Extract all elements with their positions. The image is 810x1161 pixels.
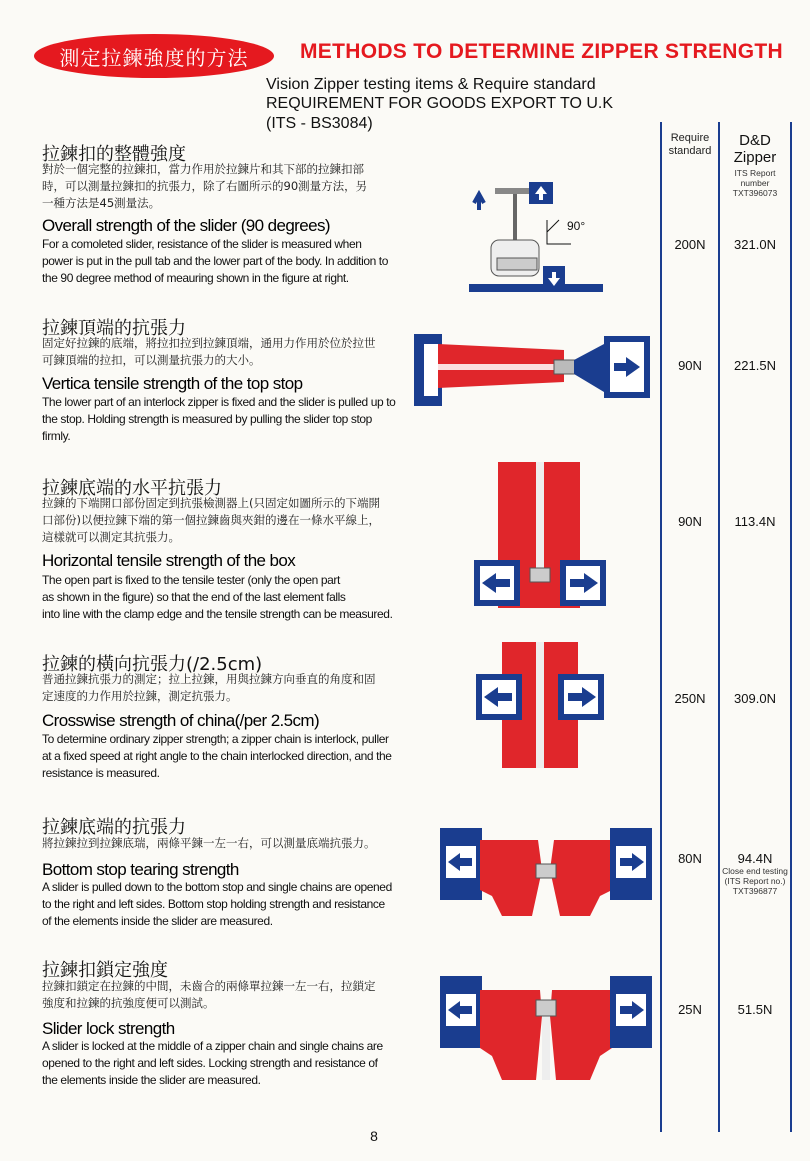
require-value: 250N	[674, 691, 706, 706]
section-en-text: A slider is pulled down to the bottom stop and single chains are opened to the right and left sides. Bottom stop holding strength and resistance of the elements inside the slider are measured.	[42, 880, 392, 928]
page-title: METHODS TO DETERMINE ZIPPER STRENGTH	[300, 40, 783, 63]
require-value: 200N	[674, 237, 706, 252]
table-border-middle	[718, 122, 720, 1132]
table-border-right	[790, 122, 792, 1132]
section-badge: 測定拉鍊強度的方法	[34, 34, 274, 78]
section-cn-title: 拉鍊的橫向抗張力(/2.5cm)	[42, 654, 263, 675]
require-value: 25N	[678, 1002, 702, 1017]
section-en-title: Crosswise strength of china(/per 2.5cm)	[42, 711, 320, 730]
section-en-title: Horizontal tensile strength of the box	[42, 551, 296, 570]
result-value: 321.0N	[734, 237, 776, 252]
table-border-left	[660, 122, 662, 1132]
section-cn-text: 對於一個完整的拉鍊扣，當力作用於拉鍊片和其下部的拉鍊扣部 時，可以測量拉鍊扣的抗張力，除了右圖所示的90測量方法，另 一種方法是45測量法。	[42, 162, 368, 210]
horizontal-box-diagram	[472, 460, 608, 610]
section-en-title: Bottom stop tearing strength	[42, 860, 239, 879]
bottom-stop-diagram	[440, 826, 652, 922]
result-value: 51.5N	[737, 1002, 773, 1017]
result-value: 221.5N	[734, 358, 776, 373]
page-number: 8	[370, 1128, 378, 1144]
section-en-text: The lower part of an interlock zipper is fixed and the slider is pulled up to the stop. Holding strength is measured by pulling the slider top stop firmly.	[42, 395, 396, 443]
result-value: 113.4N	[734, 514, 776, 529]
section-cn-title: 拉鍊扣鎖定強度	[42, 960, 168, 981]
section-cn-text: 普通拉鍊抗張力的測定；拉上拉鍊，用與拉鍊方向垂直的角度和固 定速度的力作用於拉鍊，測定抗張力。	[42, 672, 376, 703]
section-cn-title: 拉鍊底端的水平抗張力	[42, 478, 222, 499]
section-cn-text: 將拉鍊拉到拉鍊底瑞，兩條平鍊一左一右，可以測量底端抗張力。	[42, 836, 376, 850]
require-value: 90N	[678, 358, 702, 373]
section-en-text: A slider is locked at the middle of a zipper chain and single chains are opened to the right and left sides. Locking strength and resistance of the elements inside the slider are measured.	[42, 1039, 383, 1087]
subtitle-line: REQUIREMENT FOR GOODS EXPORT TO U.K	[266, 95, 614, 112]
slider-lock-diagram	[440, 976, 652, 1084]
section-en-title: Vertica tensile strength of the top stop	[42, 374, 303, 393]
brand-header: D&D Zipper	[733, 132, 777, 166]
section-cn-title: 拉鍊底端的抗張力	[42, 817, 186, 838]
crosswise-diagram	[472, 640, 608, 770]
slider-90-degree-diagram	[465, 180, 610, 298]
require-value: 90N	[678, 514, 702, 529]
section-en-title: Slider lock strength	[42, 1019, 175, 1038]
require-value: 80N	[678, 851, 702, 866]
subtitle-line: (ITS - BS3084)	[266, 115, 373, 132]
top-stop-diagram	[414, 330, 654, 408]
result-value: 94.4N	[737, 851, 773, 866]
result-note: Close end testing (ITS Report no.) TXT396877	[722, 866, 788, 896]
require-standard-header: Require standard	[668, 132, 712, 157]
section-en-text: The open part is fixed to the tensile tester (only the open part as shown in the figure) so that the end of the last element falls into line with the clamp edge and the tensile strength can be measured.	[42, 573, 393, 621]
section-cn-text: 拉鍊的下端開口部份固定到抗張檢測器上(只固定如圖所示的下端開 口部份)以便拉鍊下端的第一個拉鍊齒與夾鉗的邊在一條水平線上， 這樣就可以測定其抗張力。	[42, 496, 380, 544]
section-cn-text: 固定好拉鍊的底端，將拉扣拉到拉鍊頂端，通用力作用於位於拉世 可鍊頂端的拉扣，可以測量抗張力的大小。	[42, 336, 376, 367]
section-cn-text: 拉鍊扣鎖定在拉鍊的中間，未齒合的兩條單拉鍊一左一右，拉鎖定 強度和拉鍊的抗強度便可以測試。	[42, 979, 376, 1010]
result-value: 309.0N	[734, 691, 776, 706]
section-cn-title: 拉鍊扣的整體強度	[42, 144, 186, 165]
subtitle-line: Vision Zipper testing items & Require standard	[266, 76, 596, 93]
angle-label: 90°	[567, 219, 586, 233]
section-en-text: For a comoleted slider, resistance of the slider is measured when power is put in the pull tab and the lower part of the body. In addition to the 90 degree method of meauring shown in the figure at right.	[42, 237, 389, 285]
section-en-title: Overall strength of the slider (90 degrees)	[42, 216, 330, 235]
section-en-text: To determine ordinary zipper strength; a zipper chain is interlock, puller at a fixed speed at right angle to the chain interlocked direction, and the resistance is measured.	[42, 732, 392, 780]
report-number-header: ITS Report number TXT396073	[732, 168, 778, 198]
section-cn-title: 拉鍊頂端的抗張力	[42, 318, 186, 339]
